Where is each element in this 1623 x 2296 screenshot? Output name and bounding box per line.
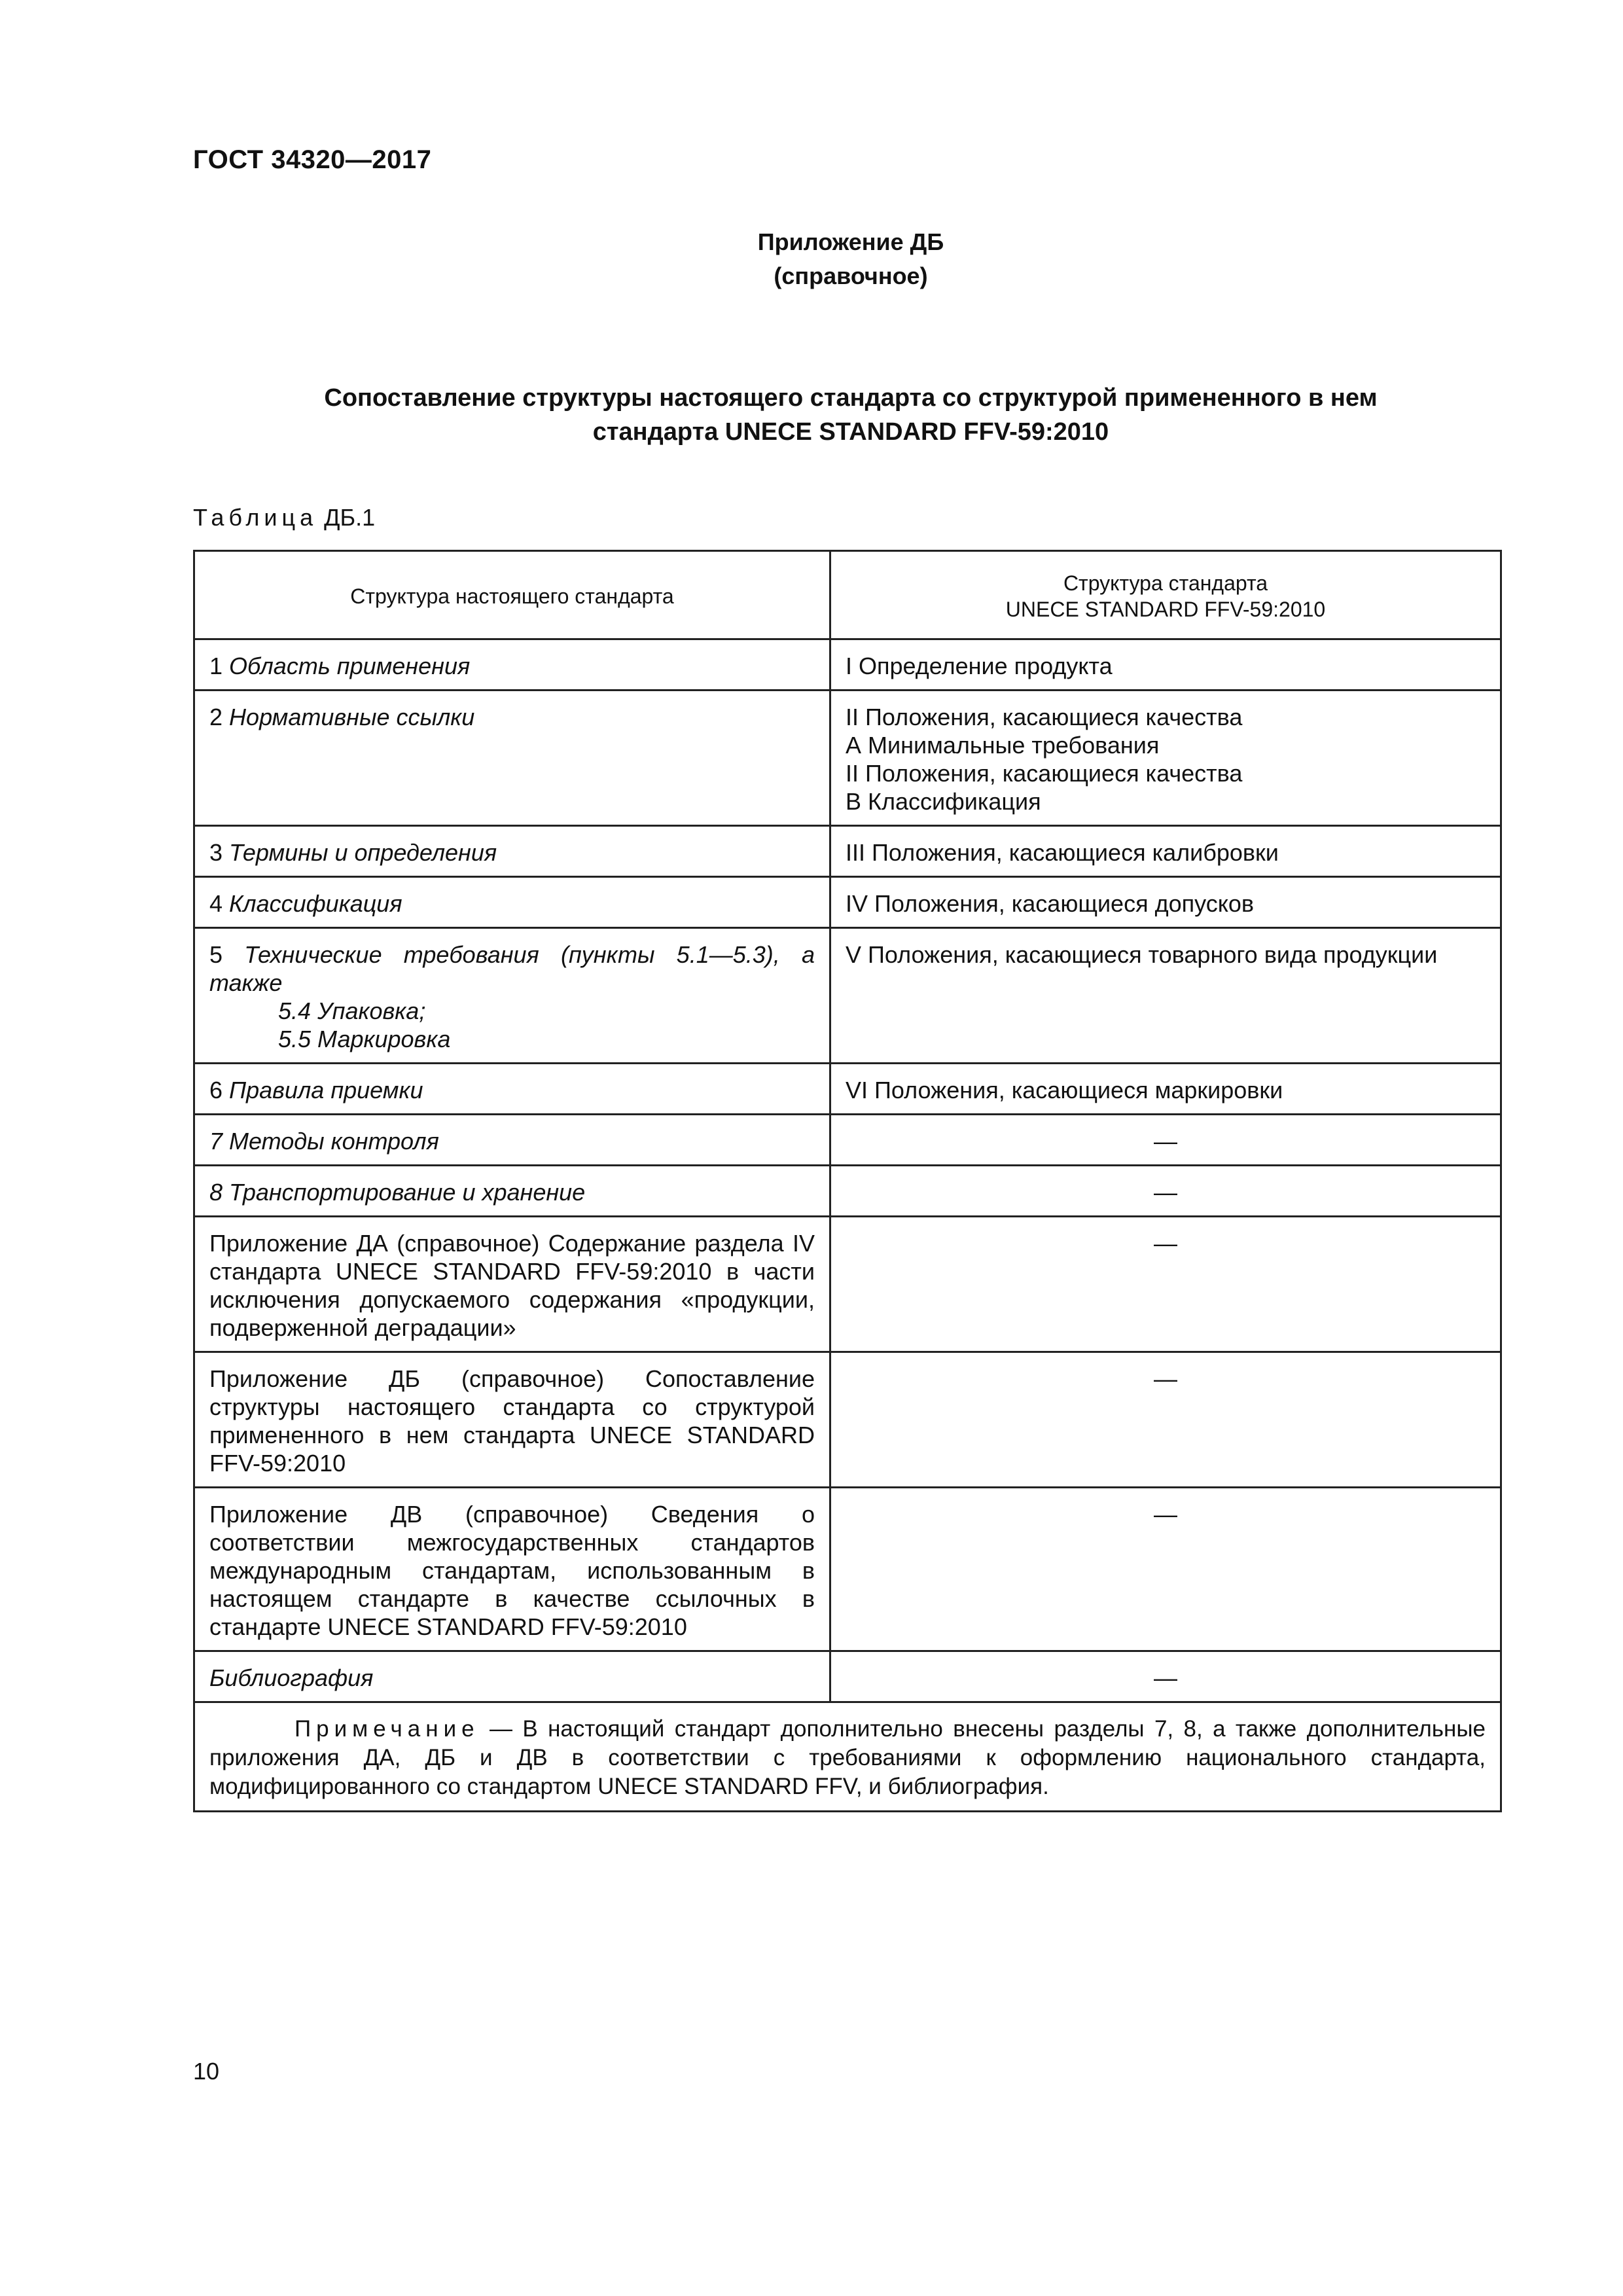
table-cell-left — [194, 691, 830, 826]
table-row — [194, 1488, 1501, 1651]
table-note — [194, 1702, 1501, 1812]
ffv-section: А Минимальные требования — [846, 732, 1160, 759]
empty-dash-cell: — — [830, 1115, 1501, 1166]
table-cell-right — [830, 877, 1501, 928]
section-number: 5 — [209, 941, 223, 968]
table-caption — [193, 504, 375, 531]
structure-comparison-table — [193, 550, 1502, 1812]
table-cell-right — [830, 826, 1501, 877]
table-row — [194, 1217, 1501, 1352]
table-cell-right — [830, 928, 1501, 1064]
table-cell-left — [194, 826, 830, 877]
section-title: Область применения — [229, 653, 471, 679]
empty-dash-cell: — — [830, 1217, 1501, 1352]
table-cell-left: 8 Транспортирование и хранение — [194, 1166, 830, 1217]
subsection-item: 5.5 Маркировка — [278, 1026, 451, 1052]
table-row — [194, 1166, 1501, 1217]
ffv-section: V Положения, касающиеся товарного вида продукции — [846, 941, 1438, 968]
table-cell-left — [194, 639, 830, 691]
table-cell-right — [830, 1064, 1501, 1115]
table-row — [194, 826, 1501, 877]
section-title: Классификация — [229, 890, 402, 917]
section-title: Термины и определения — [229, 839, 497, 866]
document-title-line-2: стандарта UNECE STANDARD FFV-59:2010 — [592, 418, 1109, 446]
header-right — [830, 551, 1501, 639]
table-cell-right — [830, 639, 1501, 691]
table-row — [194, 928, 1501, 1064]
ffv-section: IV Положения, касающиеся допусков — [846, 890, 1254, 917]
empty-dash-cell: — — [830, 1166, 1501, 1217]
empty-dash-cell: — — [830, 1488, 1501, 1651]
table-cell-left — [194, 1064, 830, 1115]
table-row — [194, 1651, 1501, 1702]
header-right-line-2: UNECE STANDARD FFV-59:2010 — [1005, 598, 1326, 621]
section-number: 2 — [209, 704, 223, 730]
note-text: — В настоящий стандарт дополнительно внесены разделы 7, 8, а также дополнительные приложения ДА, ДБ и ДВ в соответствии с требованиями к оформлению национального стандарта, модифицированного со стандартом UNECE STANDARD FFV, и библиография. — [209, 1716, 1486, 1799]
ffv-section: I Определение продукта — [846, 653, 1113, 679]
subsection-item: 5.4 Упаковка; — [278, 997, 426, 1024]
appendix-heading — [0, 225, 1623, 293]
standard-code-header: ГОСТ 34320—2017 — [193, 145, 432, 174]
header-left: Структура настоящего стандарта — [194, 551, 830, 639]
section-title: Нормативные ссылки — [229, 704, 475, 730]
table-cell-right — [830, 691, 1501, 826]
header-right-line-1: Структура стандарта — [1063, 571, 1268, 595]
note-label: Примечание — [294, 1716, 480, 1742]
ffv-section: II Положения, касающиеся качества — [846, 704, 1243, 730]
table-cell-left: Библиография — [194, 1651, 830, 1702]
section-number: 1 — [209, 653, 223, 679]
section-number: 6 — [209, 1077, 223, 1103]
table-cell-left — [194, 877, 830, 928]
table-note-row — [194, 1702, 1501, 1812]
table-caption-number: ДБ.1 — [324, 504, 376, 531]
appendix-subtitle: (справочное) — [774, 262, 928, 289]
empty-dash-cell: — — [830, 1651, 1501, 1702]
table-header-row — [194, 551, 1501, 639]
table-cell-left: Приложение ДБ (справочное) Сопоставление структуры настоящего стандарта со структурой примененного в нем стандарта UNECE STANDARD FFV-59:2010 — [194, 1352, 830, 1488]
section-title: Правила приемки — [229, 1077, 423, 1103]
appendix-title: Приложение ДБ — [757, 228, 944, 255]
ffv-section: III Положения, касающиеся калибровки — [846, 839, 1279, 866]
table-cell-left: Приложение ДВ (справочное) Сведения о соответствии межгосударственных стандартов международным стандартам, использованным в настоящем стандарте в качестве ссылочных в стандарте UNECE STANDARD FFV-59:2010 — [194, 1488, 830, 1651]
page-number: 10 — [193, 2058, 220, 2085]
table-row — [194, 691, 1501, 826]
table-row — [194, 1352, 1501, 1488]
document-title — [196, 381, 1505, 449]
empty-dash-cell: — — [830, 1352, 1501, 1488]
table-cell-left: Приложение ДА (справочное) Содержание раздела IV стандарта UNECE STANDARD FFV-59:2010 в части исключения допускаемого содержания «продукции, подверженной деградации» — [194, 1217, 830, 1352]
table-caption-label: Таблица — [193, 504, 318, 531]
section-number: 4 — [209, 890, 223, 917]
document-title-line-1: Сопоставление структуры настоящего стандарта со структурой примененного в нем — [324, 384, 1378, 412]
table-row — [194, 877, 1501, 928]
table-cell-left — [194, 928, 830, 1064]
table-cell-left: 7 Методы контроля — [194, 1115, 830, 1166]
table-row — [194, 1115, 1501, 1166]
section-title: Технические требования (пункты 5.1—5.3), а также — [209, 941, 815, 996]
ffv-section: В Классификация — [846, 788, 1041, 815]
ffv-section: II Положения, касающиеся качества — [846, 760, 1243, 787]
ffv-section: VI Положения, касающиеся маркировки — [846, 1077, 1283, 1103]
table-row — [194, 1064, 1501, 1115]
table-row — [194, 639, 1501, 691]
section-number: 3 — [209, 839, 223, 866]
